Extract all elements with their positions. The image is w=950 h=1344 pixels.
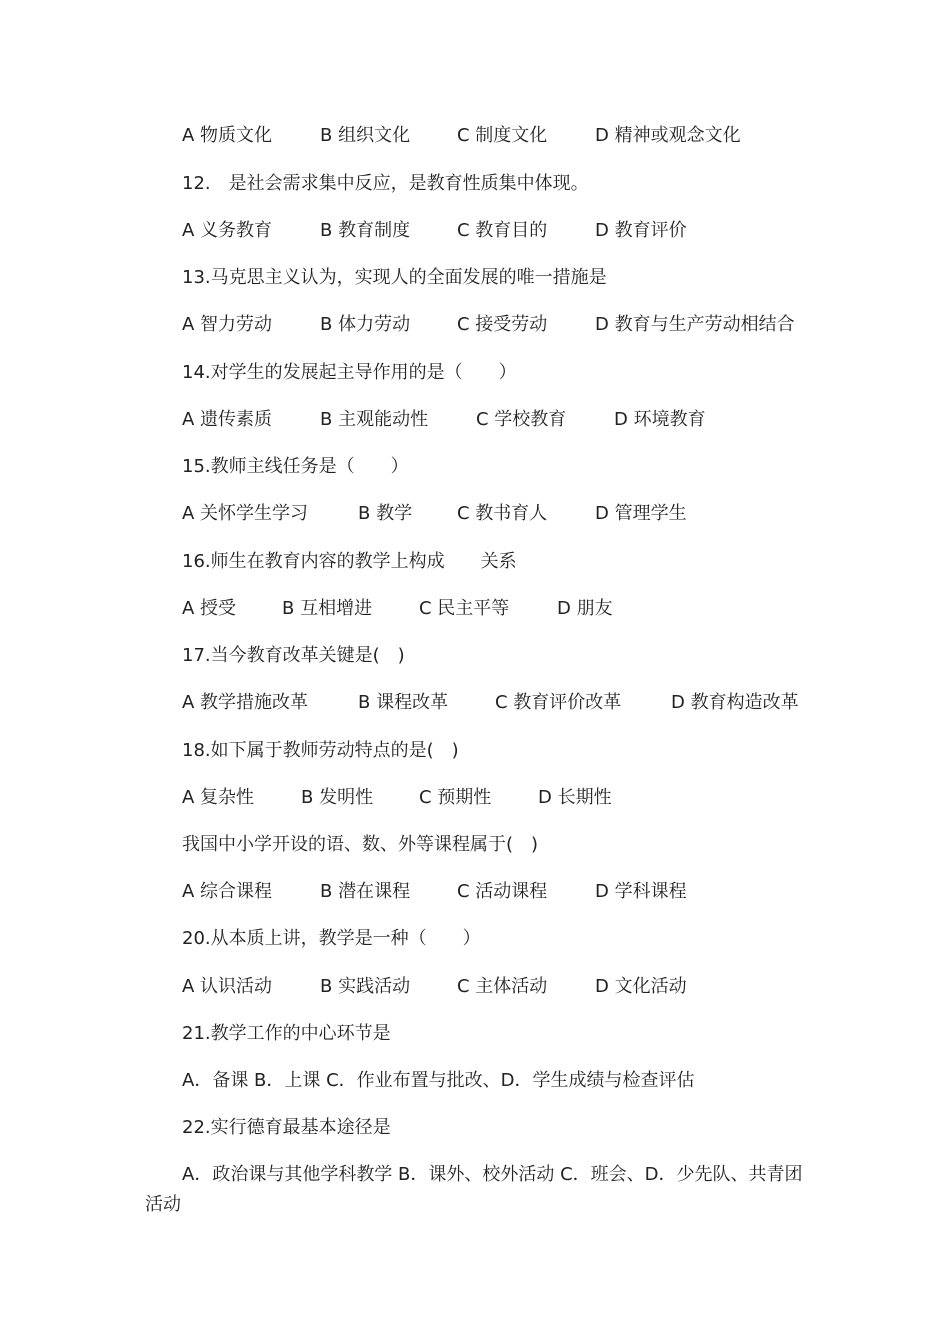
option-b: B 实践活动 <box>320 976 411 997</box>
option-a: A 认识活动 <box>182 976 273 997</box>
option-c: C 预期性 <box>419 787 492 808</box>
option-a: A 教学措施改革 <box>182 692 309 713</box>
option-b: B 发明性 <box>301 787 374 808</box>
question-12: 12. 是社会需求集中反应，是教育性质集中体现。 <box>182 173 589 194</box>
option-a: A 物质文化 <box>182 125 273 146</box>
question-16: 16.师生在教育内容的教学上构成 关系 <box>182 551 517 572</box>
question-21: 21.教学工作的中心环节是 <box>182 1023 391 1044</box>
question-15: 15.教师主线任务是（ ） <box>182 456 409 477</box>
option-d: D 教育与生产劳动相结合 <box>595 314 795 335</box>
option-c: C 教育目的 <box>457 220 548 241</box>
option-c: C 主体活动 <box>457 976 548 997</box>
option-b: B 主观能动性 <box>320 409 429 430</box>
option-b: B 潜在课程 <box>320 881 411 902</box>
option-d: D 教育评价 <box>595 220 687 241</box>
options-paragraph: A．政治课与其他学科教学 B．课外、校外活动 C．班会、D．少先队、共青团活动 <box>145 1164 803 1215</box>
question-17: 17.当今教育改革关键是( ) <box>182 645 405 666</box>
question-22: 22.实行德育最基本途径是 <box>182 1117 391 1138</box>
option-c: C 接受劳动 <box>457 314 548 335</box>
option-c: C 教书育人 <box>457 503 548 524</box>
option-d: D 长期性 <box>538 787 612 808</box>
option-d: D 文化活动 <box>595 976 687 997</box>
option-b: B 课程改革 <box>358 692 449 713</box>
option-a: A 智力劳动 <box>182 314 273 335</box>
option-a: A 义务教育 <box>182 220 273 241</box>
question-19: 我国中小学开设的语、数、外等课程属于( ) <box>182 834 539 855</box>
option-b: B 互相增进 <box>282 598 373 619</box>
option-a: A 复杂性 <box>182 787 255 808</box>
option-a: A 关怀学生学习 <box>182 503 309 524</box>
question-20: 20.从本质上讲，教学是一种（ ） <box>182 928 481 949</box>
option-b: B 教学 <box>358 503 413 524</box>
option-c: C 活动课程 <box>457 881 548 902</box>
option-d: D 管理学生 <box>595 503 687 524</box>
option-d: D 教育构造改革 <box>671 692 799 713</box>
option-d: D 环境教育 <box>614 409 706 430</box>
option-a: A 授受 <box>182 598 237 619</box>
option-c: C 教育评价改革 <box>495 692 622 713</box>
option-b: B 体力劳动 <box>320 314 411 335</box>
question-14: 14.对学生的发展起主导作用的是（ ） <box>182 362 517 383</box>
option-c: C 学校教育 <box>476 409 567 430</box>
option-a: A 综合课程 <box>182 881 273 902</box>
option-a: A 遗传素质 <box>182 409 273 430</box>
option-d: D 朋友 <box>557 598 613 619</box>
option-d: D 学科课程 <box>595 881 687 902</box>
option-b: B 教育制度 <box>320 220 411 241</box>
option-d: D 精神或观念文化 <box>595 125 741 146</box>
option-c: C 民主平等 <box>419 598 510 619</box>
option-b: B 组织文化 <box>320 125 411 146</box>
question-18: 18.如下属于教师劳动特点的是( ) <box>182 740 459 761</box>
option-c: C 制度文化 <box>457 125 548 146</box>
question-13: 13.马克思主义认为，实现人的全面发展的唯一措施是 <box>182 267 607 288</box>
options-line: A．备课 B．上课 C．作业布置与批改、D．学生成绩与检查评估 <box>182 1070 695 1091</box>
